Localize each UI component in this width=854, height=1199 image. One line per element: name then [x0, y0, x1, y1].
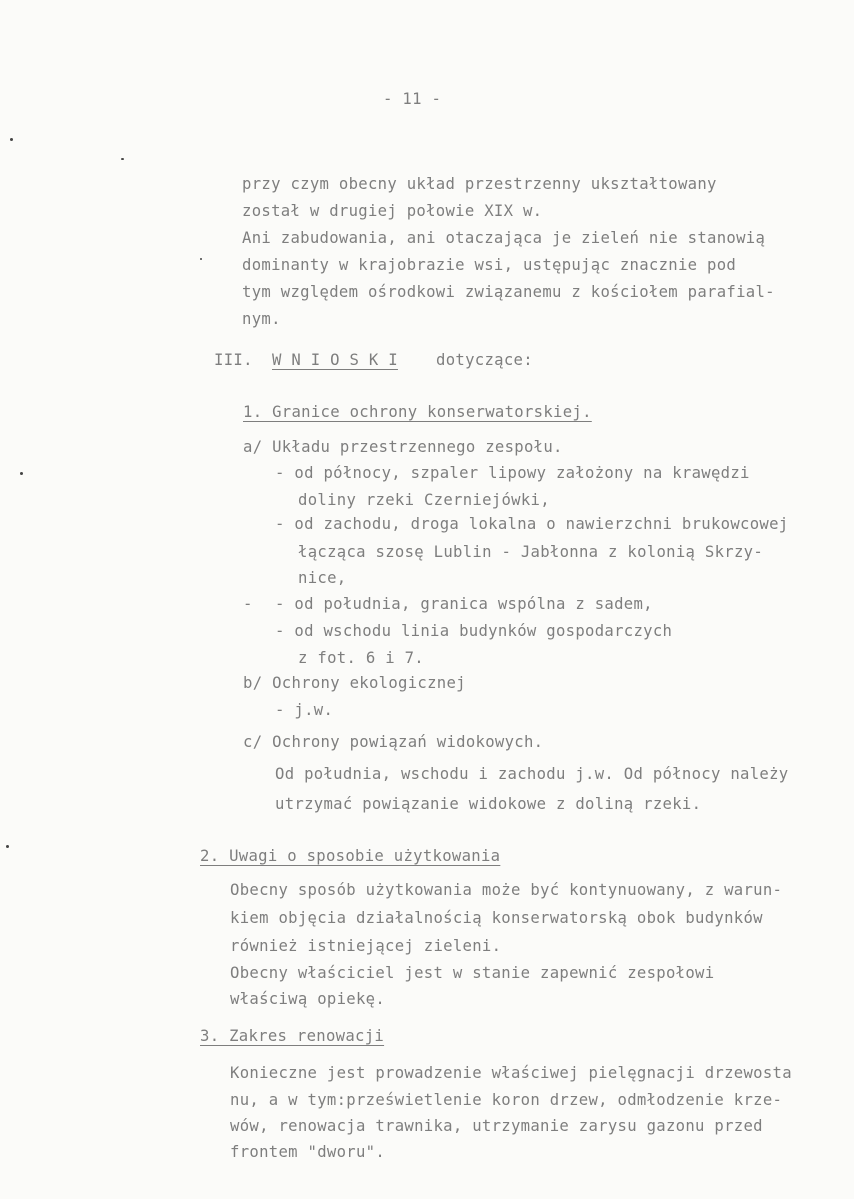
item3-heading: 3. Zakres renowacji [200, 1027, 385, 1045]
item1-a-line: - od wschodu linia budynków gospodarczych [275, 622, 673, 640]
section-numeral: III. [214, 351, 253, 369]
item2-line: również istniejącej zieleni. [230, 937, 502, 955]
item2-line: kiem objęcia działalnością konserwatorską obok budynków [230, 909, 763, 927]
margin-mark [200, 258, 202, 260]
item1-heading: 1. Granice ochrony konserwatorskiej. [243, 403, 592, 421]
intro-line: Ani zabudowania, ani otaczająca je zieleń nie stanowią [242, 229, 766, 247]
item1-c-label: c/ Ochrony powiązań widokowych. [243, 733, 544, 751]
item1-b-line: - j.w. [275, 701, 334, 719]
margin-mark [20, 472, 23, 475]
item2-line: Obecny sposób użytkowania może być kontynuowany, z warun- [230, 881, 783, 899]
item1-a-line: - od południa, granica wspólna z sadem, [275, 595, 653, 613]
item1-a-line: łącząca szosę Lublin - Jabłonna z kolonią Skrzy- [298, 543, 764, 561]
item2-heading: 2. Uwagi o sposobie użytkowania [200, 847, 501, 865]
margin-mark [10, 138, 13, 141]
page-number: - 11 - [383, 90, 442, 108]
section-title: W N I O S K I [272, 351, 398, 369]
item1-a-line: - od zachodu, droga lokalna o nawierzchni brukowcowej [275, 515, 789, 533]
item3-line: wów, renowacja trawnika, utrzymanie zarysu gazonu przed [230, 1117, 763, 1135]
item1-b-label: b/ Ochrony ekologicznej [243, 674, 466, 692]
intro-line: dominanty w krajobrazie wsi, ustępując znacznie pod [242, 256, 737, 274]
item2-line: właściwą opiekę. [230, 990, 386, 1008]
intro-line: nym. [242, 310, 281, 328]
intro-line: przy czym obecny układ przestrzenny ukształtowany [242, 175, 717, 193]
margin-dash: - [243, 595, 253, 613]
item3-line: frontem "dworu". [230, 1143, 386, 1161]
section-suffix: dotyczące: [436, 351, 533, 369]
item2-line: Obecny właściciel jest w stanie zapewnić zespołowi [230, 964, 715, 982]
item1-a-line: doliny rzeki Czerniejówki, [298, 491, 550, 509]
item1-a-label: a/ Układu przestrzennego zespołu. [243, 438, 563, 456]
item1-a-line: nice, [298, 569, 347, 587]
item1-c-line: utrzymać powiązanie widokowe z doliną rzeki. [275, 795, 702, 813]
margin-mark [121, 158, 124, 160]
item3-line: nu, a w tym:prześwietlenie koron drzew, odmłodzenie krze- [230, 1091, 783, 1109]
intro-line: został w drugiej połowie XIX w. [242, 202, 543, 220]
item1-a-line: - od północy, szpaler lipowy założony na krawędzi [275, 464, 750, 482]
intro-line: tym względem ośrodkowi związanemu z kościołem parafial- [242, 283, 775, 301]
item3-line: Konieczne jest prowadzenie właściwej pielęgnacji drzewosta [230, 1064, 792, 1082]
item1-c-line: Od południa, wschodu i zachodu j.w. Od północy należy [275, 765, 789, 783]
margin-mark [6, 845, 9, 848]
item1-a-line: z fot. 6 i 7. [298, 649, 424, 667]
